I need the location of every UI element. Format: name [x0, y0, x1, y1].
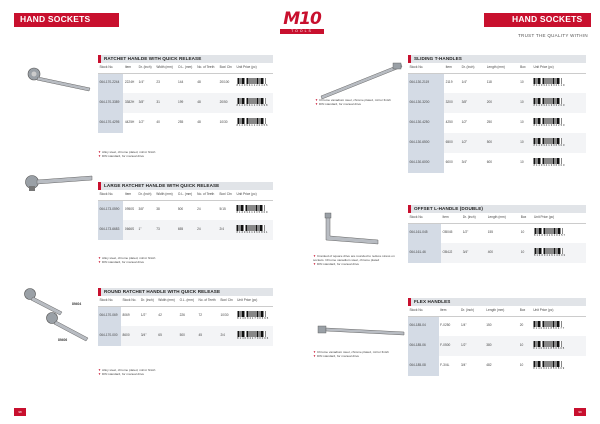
- length-cell: 400: [486, 243, 519, 263]
- col-header: Item: [123, 63, 137, 73]
- note-item: ▼DIN standard, for manual drive: [315, 102, 362, 107]
- barcode-cell: [533, 223, 587, 243]
- table-row: [98, 306, 273, 326]
- offset-table: [408, 213, 586, 263]
- length-cell: 250: [486, 120, 493, 125]
- flex-table: [408, 306, 586, 376]
- barcode: [237, 118, 268, 128]
- stock-cell: 064-170-3389: [98, 93, 123, 113]
- note-item: ▼Cranked of square drive are rounded to reduce stress on sockets. Chrome vanadium steel, chrome plated: [313, 254, 395, 263]
- barcode: [237, 311, 268, 321]
- barcode-cell: [532, 316, 586, 336]
- item-cell: 6500: [444, 133, 460, 153]
- col-header: Length (mm): [486, 213, 519, 223]
- col-header: Stock No.: [98, 190, 123, 200]
- col-header: Dr. (inch): [460, 63, 485, 73]
- large-ratchet-section: [98, 182, 273, 240]
- item-cell: F-0250: [440, 323, 451, 328]
- barcode: [533, 361, 564, 371]
- table-row: [408, 113, 586, 133]
- stock-cell: 064-130-4250: [408, 113, 444, 133]
- col-header: O.L. (mm): [176, 190, 195, 200]
- col-header: Stock No.: [121, 296, 139, 306]
- width-cell: 65: [157, 326, 178, 346]
- note-item: ▼DIN standard, for manual drive: [313, 354, 360, 359]
- table-row: [98, 113, 273, 133]
- table-row: [408, 316, 586, 336]
- ratchet-notes: [98, 150, 273, 158]
- stock-cell: 064-173-0590: [98, 200, 123, 220]
- page-number-left: 98: [14, 408, 26, 416]
- barcode: [533, 138, 564, 148]
- item-cell: 3200: [444, 93, 460, 113]
- barcode-cell: [235, 200, 273, 220]
- col-header: Width (mm): [157, 296, 178, 306]
- box-cell: 10: [519, 243, 532, 263]
- col-header: Unit Price (pc): [533, 213, 587, 223]
- box-cell: 10: [520, 120, 524, 125]
- barcode-cell: [236, 306, 273, 326]
- col-header: Item: [439, 306, 460, 316]
- table-row: [98, 93, 273, 113]
- barcode: [533, 341, 564, 351]
- table-row: [408, 73, 586, 93]
- col-header: Dr. (inch): [137, 190, 155, 200]
- barcode-cell: [532, 133, 586, 153]
- barcode: [533, 158, 564, 168]
- note-item: ▼Chrome vanadium steel, chrome plated, mirror finish: [315, 98, 391, 102]
- length-cell: 150: [486, 323, 492, 328]
- note-item: ▼Chrome vanadium steel, chrome plated, mirror finish: [313, 350, 389, 354]
- logo-text: M10: [283, 9, 321, 29]
- teeth-cell: 48: [196, 93, 218, 113]
- barcode-number: 8 1 4 0 9 4 1 3 0 6 5 0 0: [533, 144, 565, 148]
- stock-cell: 064-170-2244: [98, 73, 123, 93]
- length-cell: 655: [176, 220, 195, 240]
- length-cell: 600: [486, 160, 493, 165]
- barcode: [236, 205, 267, 215]
- sliding-t-handle-illustration: [315, 60, 405, 100]
- item-cell: 8069: [122, 313, 130, 318]
- offset-notes: [313, 254, 405, 267]
- section-title: SLIDING T-HANDLES: [408, 55, 586, 63]
- flex-notes: [313, 350, 405, 358]
- barcode-number: 8 1 4 0 9 4 1 3 6 6 8 3 1: [236, 231, 268, 235]
- length-cell: 199: [176, 93, 195, 113]
- drive-cell: 3/4": [461, 160, 468, 165]
- barcode: [237, 78, 268, 88]
- barcode-cell: [235, 93, 273, 113]
- drive-cell: 3/8": [137, 93, 155, 113]
- box-cell: 10: [519, 133, 532, 153]
- stock-cell: 064-170-4295: [98, 113, 123, 133]
- logo-subtext: TOOLS: [280, 29, 324, 34]
- col-header: Width (mm): [155, 190, 177, 200]
- col-header: Box/ Ctn: [218, 63, 235, 73]
- col-header: Width (mm): [155, 63, 177, 73]
- stock-cell: 064-161-46: [408, 243, 441, 263]
- table-row: [98, 220, 273, 240]
- box-cell: 10: [518, 336, 531, 356]
- col-header: Stock No.: [408, 63, 444, 73]
- drive-cell: 1/2": [459, 336, 484, 356]
- stock-cell: 064-130-2119: [408, 73, 444, 93]
- col-header: Stock No.: [408, 306, 439, 316]
- section-title: FLEX HANDLES: [408, 298, 586, 306]
- drive-cell: 3/4": [461, 243, 486, 263]
- length-cell: 380: [485, 336, 518, 356]
- round-ratchet-section: [98, 288, 273, 346]
- col-header: Unit Price (pc): [532, 63, 586, 73]
- table-row: [98, 73, 273, 93]
- col-header: O.L. (mm): [176, 63, 195, 73]
- brand-logo: [277, 9, 327, 37]
- round-ratchet-illustration: [22, 286, 90, 342]
- box-cell: 20/100: [219, 80, 230, 85]
- length-cell: 226: [179, 313, 185, 318]
- round-ratchet-table: [98, 296, 273, 346]
- sliding-notes: [315, 98, 400, 106]
- barcode: [237, 331, 268, 341]
- box-cell: 10: [520, 80, 524, 85]
- col-header: Unit Price (pc): [235, 63, 273, 73]
- col-header: Stock No.: [98, 296, 121, 306]
- box-cell: 10: [519, 93, 532, 113]
- stock-cell: 064-170-069: [98, 306, 121, 326]
- drive-cell: 1/2": [461, 120, 468, 125]
- box-cell: 10: [520, 160, 524, 165]
- drive-cell: 3/4": [460, 363, 467, 368]
- barcode-number: 8 1 4 0 9 4 1 8 5 0 4 7 7: [533, 327, 565, 331]
- width-cell: 31: [155, 93, 177, 113]
- drive-cell: 1": [137, 220, 155, 240]
- table-row: [98, 326, 273, 346]
- barcode-number: 8 1 4 0 9 4 1 1 3 3 8 9 8: [236, 104, 268, 108]
- col-header: Length (mm): [485, 63, 518, 73]
- item-cell: 0950S: [124, 207, 135, 212]
- item-cell: F-0500: [439, 336, 460, 356]
- barcode-cell: [236, 326, 273, 346]
- barcode-cell: [235, 220, 273, 240]
- col-header: Stock No.: [98, 63, 123, 73]
- col-header: Item: [444, 63, 460, 73]
- table-row: [408, 133, 586, 153]
- barcode-number: 8 1 4 0 9 4 1 1 2 2 4 4 5: [236, 84, 268, 88]
- col-header: Item: [441, 213, 461, 223]
- drive-cell: 1/2": [140, 313, 147, 318]
- sliding-table: [408, 63, 586, 173]
- table-row: [408, 93, 586, 113]
- length-cell: 500: [177, 207, 184, 212]
- barcode-cell: [532, 336, 586, 356]
- large-ratchet-notes: [98, 256, 273, 264]
- width-cell: 42: [158, 313, 162, 318]
- item-cell: 4425H: [124, 120, 135, 125]
- page-title-left: HAND SOCKETS: [20, 14, 91, 24]
- teeth-cell: 24: [196, 220, 218, 240]
- barcode: [236, 225, 267, 235]
- col-header: Box/ Ctn: [218, 190, 235, 200]
- table-row: [408, 336, 586, 356]
- col-header: Box: [519, 213, 532, 223]
- barcode-number: 8 1 4 0 9 4 1 6 1 4 6 0 3: [534, 254, 566, 258]
- col-header: No. of Teeth: [197, 296, 219, 306]
- col-header: Box/ Ctn: [219, 296, 236, 306]
- drive-cell: 1/4": [461, 80, 468, 85]
- stock-cell: 064-185-06: [408, 336, 439, 356]
- col-header: Dr. (inch): [459, 306, 484, 316]
- box-cell: 10: [519, 363, 524, 368]
- stock-cell: 064-173-6683: [98, 220, 123, 240]
- table-row: [408, 223, 586, 243]
- barcode-number: 8 1 4 0 9 4 1 3 0 4 2 5 0: [533, 124, 565, 128]
- col-header: No. of Teeth: [196, 190, 218, 200]
- col-header: Dr. (inch): [137, 63, 155, 73]
- barcode-number: 8 1 4 0 9 4 1 3 0 5 9 0 9: [236, 211, 268, 215]
- box-cell: 5/15: [219, 207, 226, 212]
- drive-cell: 1/2": [460, 133, 485, 153]
- note-item: ▼Alloy steel, chrome plated, mirror finish: [98, 256, 156, 260]
- sliding-section: [408, 55, 586, 173]
- col-header: No. of Teeth: [196, 63, 218, 73]
- table-row: [408, 243, 586, 263]
- ratchet-section: [98, 55, 273, 133]
- col-header: Unit Price (pc): [532, 306, 586, 316]
- barcode: [534, 228, 565, 238]
- barcode-number: 8 1 4 0 9 4 1 3 0 3 2 0 0: [533, 104, 565, 108]
- barcode-number: 8 1 4 0 9 4 1 1 4 2 9 5 6: [236, 124, 268, 128]
- col-header: Stock No.: [408, 213, 441, 223]
- col-header: Dr. (inch): [461, 213, 486, 223]
- stock-cell: 064-130-6500: [408, 133, 444, 153]
- length-cell: 482: [486, 363, 492, 368]
- barcode: [533, 321, 564, 331]
- width-cell: 73: [155, 220, 177, 240]
- drive-cell: 1/4": [138, 80, 145, 85]
- section-title: LARGE RATCHET HANLDE WITH QUICK RELEASE: [98, 182, 273, 190]
- barcode-cell: [235, 113, 273, 133]
- box-cell: 2/4: [219, 326, 236, 346]
- section-title: ROUND RATCHET HANDLE WITH QUICK RELEASE: [98, 288, 273, 296]
- ratchet-handle-illustration: [24, 64, 94, 94]
- box-cell: 20/50: [218, 93, 235, 113]
- width-cell: 38: [156, 207, 160, 212]
- item-cell: 3382H: [123, 93, 137, 113]
- length-cell: 500: [485, 133, 518, 153]
- item-cell: 6000: [445, 160, 453, 165]
- drive-cell: 3/8": [138, 207, 145, 212]
- length-cell: 144: [177, 80, 184, 85]
- col-header: Unit Price (pc): [236, 296, 273, 306]
- barcode: [533, 118, 564, 128]
- item-cell: 2119: [445, 80, 453, 85]
- part-label: 89406: [58, 338, 68, 342]
- item-cell: OB4J2: [441, 243, 461, 263]
- length-cell: 118: [486, 80, 492, 85]
- item-cell: 8600: [121, 326, 139, 346]
- barcode-cell: [533, 243, 587, 263]
- drive-cell: 1/4": [460, 323, 467, 328]
- flex-section: [408, 298, 586, 376]
- barcode: [534, 248, 565, 258]
- note-item: ▼Alloy steel, chrome plated, mirror finish: [98, 368, 156, 372]
- stock-cell: 064-185-04: [408, 316, 439, 336]
- teeth-cell: 45: [197, 326, 219, 346]
- stock-cell: 064-170-000: [98, 326, 121, 346]
- item-cell: OB045: [442, 230, 453, 235]
- large-ratchet-illustration: [22, 172, 94, 196]
- box-cell: 10/30: [219, 120, 228, 125]
- offset-l-handle-illustration: [318, 212, 382, 252]
- col-header: Box: [518, 306, 531, 316]
- length-cell: 500: [178, 326, 197, 346]
- page-title-right: HAND SOCKETS: [512, 14, 583, 24]
- barcode-cell: [532, 93, 586, 113]
- item-cell: F-3/4L: [440, 363, 450, 368]
- note-item: ▼DIN standard, for manual drive: [98, 372, 145, 377]
- col-header: O.L. (mm): [178, 296, 197, 306]
- col-header: Length (mm): [485, 306, 518, 316]
- item-cell: 2224H: [124, 80, 135, 85]
- page-number-right: 99: [574, 408, 586, 416]
- offset-section: [408, 205, 586, 263]
- barcode-cell: [235, 73, 273, 93]
- barcode-number: 8 1 4 0 9 4 1 7 0 0 6 9 5: [237, 317, 269, 321]
- ratchet-table: [98, 63, 273, 133]
- box-cell: 10/30: [220, 313, 229, 318]
- section-title: OFFSET L-HANDLE (DOUBLE): [408, 205, 586, 213]
- length-cell: 155: [487, 230, 494, 235]
- teeth-cell: 24: [197, 207, 201, 212]
- barcode-cell: [532, 113, 586, 133]
- drive-cell: 1/2": [138, 120, 145, 125]
- col-header: Unit Price (pc): [235, 190, 273, 200]
- stock-cell: 064-185-08: [408, 356, 439, 376]
- barcode-number: 8 1 4 0 9 4 1 7 0 0 0 0 6: [237, 337, 269, 341]
- item-cell: 4250: [445, 120, 453, 125]
- box-cell: 20: [519, 323, 524, 328]
- tagline: TRUST THE QUALITY WITHIN: [518, 33, 588, 38]
- part-label: 89404: [72, 302, 82, 306]
- drive-cell: 3/4": [139, 326, 156, 346]
- length-cell: 200: [485, 93, 518, 113]
- stock-cell: 064-130-6000: [408, 153, 444, 173]
- barcode-cell: [532, 73, 586, 93]
- teeth-cell: 48: [197, 120, 201, 125]
- note-item: ▼DIN standard, for manual drive: [98, 260, 145, 265]
- width-cell: 40: [156, 120, 160, 125]
- drive-cell: 1/2": [462, 230, 469, 235]
- section-title: RATCHET HANLDE WITH QUICK RELEASE: [98, 55, 273, 63]
- round-ratchet-notes: [98, 368, 273, 376]
- box-cell: 10: [520, 230, 525, 235]
- drive-cell: 3/8": [460, 93, 485, 113]
- barcode-number: 8 1 4 0 9 4 1 6 1 0 4 5 7: [534, 234, 566, 238]
- barcode-cell: [532, 356, 586, 376]
- col-header: Dr. (inch): [139, 296, 156, 306]
- note-item: ▼DIN standard, for manual drive: [98, 154, 145, 159]
- item-cell: 0666S: [123, 220, 137, 240]
- stock-cell: 064-130-3200: [408, 93, 444, 113]
- col-header: Box: [519, 63, 532, 73]
- barcode-number: 8 1 4 0 9 4 1 8 5 0 8 0 9: [533, 367, 565, 371]
- barcode-number: 8 1 4 0 9 4 1 3 0 6 0 0 0: [533, 164, 565, 168]
- barcode-cell: [532, 153, 586, 173]
- col-header: Item: [123, 190, 137, 200]
- large-ratchet-table: [98, 190, 273, 240]
- note-item: ▼DIN standard, for manual drive: [313, 262, 360, 267]
- stock-cell: 064-161-045: [408, 223, 441, 243]
- table-row: [98, 200, 273, 220]
- barcode: [533, 78, 564, 88]
- table-row: [408, 153, 586, 173]
- barcode-number: 8 1 4 0 9 4 1 8 5 0 6 0 5: [533, 347, 565, 351]
- teeth-cell: 72: [198, 313, 203, 318]
- note-item: ▼Alloy steel, chrome plated, mirror finish: [98, 150, 156, 154]
- barcode: [237, 98, 268, 108]
- box-cell: 2/4: [218, 220, 235, 240]
- width-cell: 23: [156, 80, 160, 85]
- barcode-number: 8 1 4 0 9 4 1 3 0 2 1 1 9: [533, 84, 565, 88]
- barcode: [533, 98, 564, 108]
- teeth-cell: 48: [197, 80, 201, 85]
- length-cell: 255: [177, 120, 184, 125]
- flex-handle-illustration: [316, 320, 406, 340]
- table-row: [408, 356, 586, 376]
